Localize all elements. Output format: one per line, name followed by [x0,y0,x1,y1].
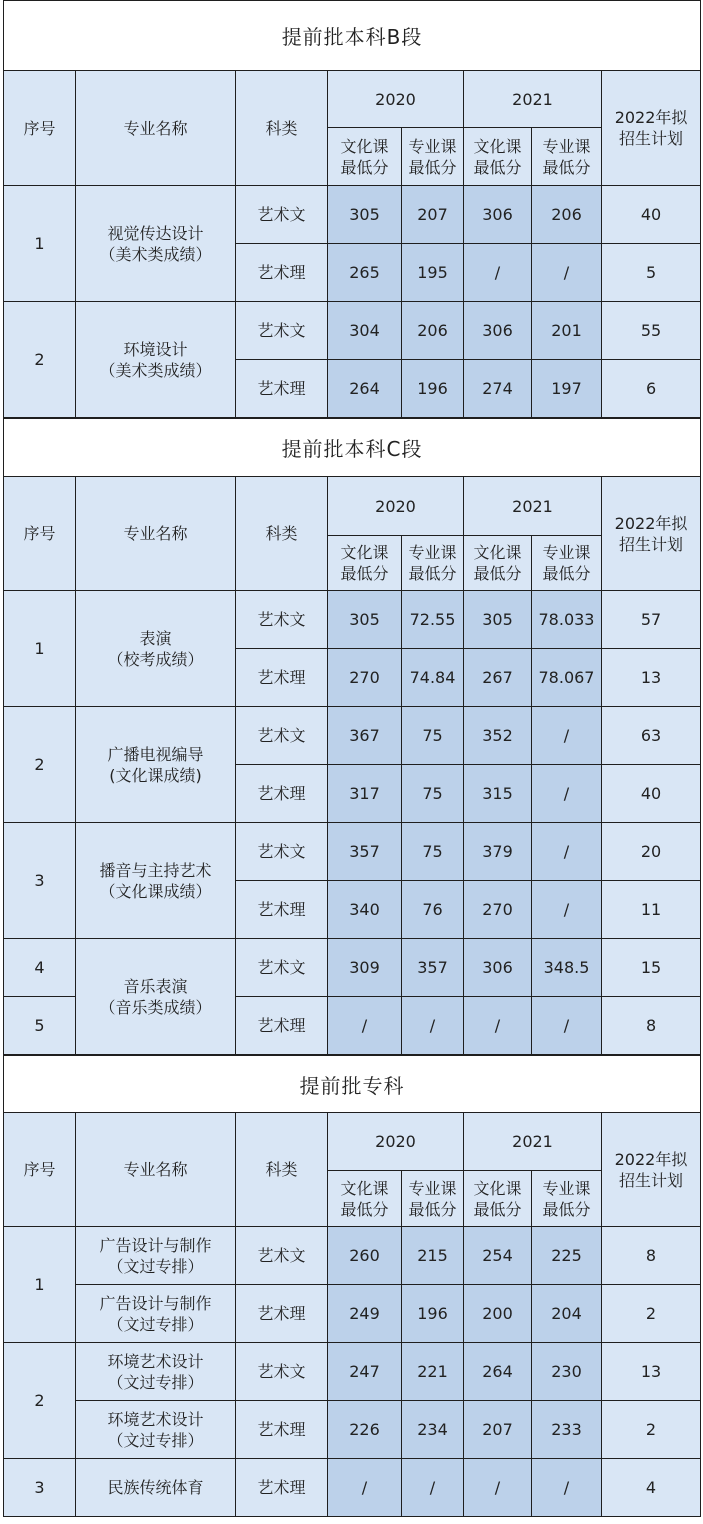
header-specialty-line: 专业课 [542,136,591,156]
row-major [76,1401,236,1459]
row-plan-2022: 55 [602,302,701,360]
row-specialty-2021: / [532,707,602,765]
row-plan-2022: 20 [602,823,701,881]
row-major-line: 广告设计与制作 [99,1235,212,1255]
row-specialty-2020: / [402,997,464,1055]
header-plan-line: 2022年拟 [614,108,688,127]
row-major [76,707,236,823]
table-row [4,939,701,997]
header-culture-min-2021 [464,536,532,591]
row-culture-2021: 379 [464,823,532,881]
header-specialty-line: 最低分 [542,564,591,583]
header-culture-min-2020 [328,128,402,186]
row-specialty-2020: 234 [402,1401,464,1459]
header-specialty-min-2020 [402,536,464,591]
row-culture-2021: 254 [464,1227,532,1285]
row-category: 艺术文 [236,302,328,360]
row-major-line: 播音与主持艺术 [99,860,212,880]
row-seq: 3 [4,823,76,939]
row-specialty-2020: 196 [402,1285,464,1343]
header-specialty-line: 专业课 [542,1178,591,1198]
row-major [76,186,236,302]
row-category: 艺术文 [236,186,328,244]
row-category: 艺术理 [236,765,328,823]
row-plan-2022: 2 [602,1285,701,1343]
header-category: 科类 [236,1113,328,1227]
row-culture-2021: 200 [464,1285,532,1343]
score-table [3,0,701,418]
row-culture-2021: 270 [464,881,532,939]
row-culture-2020: 367 [328,707,402,765]
row-specialty-2020: 76 [402,881,464,939]
row-culture-2020: 357 [328,823,402,881]
header-specialty-line: 最低分 [408,564,457,583]
score-table [3,1055,701,1517]
header-major: 专业名称 [76,71,236,186]
row-major-line: 音乐表演 [123,976,188,996]
header-plan [602,71,701,186]
header-culture-line: 文化课 [473,543,522,562]
row-specialty-2021: 233 [532,1401,602,1459]
row-major [76,939,236,1055]
row-major-line: 环境设计 [123,339,188,359]
header-plan [602,1113,701,1227]
header-culture-line: 最低分 [473,564,522,583]
header-culture-line: 文化课 [340,1178,389,1198]
row-culture-2021: 306 [464,302,532,360]
row-culture-2020: 305 [328,591,402,649]
table-row [4,1459,701,1517]
header-specialty-line: 最低分 [408,1199,457,1219]
header-culture-min-2021 [464,1171,532,1227]
row-specialty-2021: / [532,765,602,823]
header-seq: 序号 [4,71,76,186]
row-specialty-2020: / [402,1459,464,1517]
row-culture-2021: 207 [464,1401,532,1459]
table-row [4,186,701,244]
header-specialty-line: 最低分 [408,157,457,177]
header-specialty-min-2021 [532,128,602,186]
row-culture-2021: 306 [464,186,532,244]
header-year-2020: 2020 [328,1113,464,1171]
row-plan-2022: 11 [602,881,701,939]
row-major-line: （文过专排） [107,1430,204,1450]
header-year-2021: 2021 [464,477,602,536]
row-category: 艺术文 [236,591,328,649]
row-specialty-2021: 206 [532,186,602,244]
row-category: 艺术理 [236,997,328,1055]
row-culture-2020: 249 [328,1285,402,1343]
row-major-line: （文过专排） [107,1256,204,1276]
row-plan-2022: 13 [602,649,701,707]
row-specialty-2020: 221 [402,1343,464,1401]
row-culture-2020: 309 [328,939,402,997]
row-specialty-2020: 75 [402,765,464,823]
admission-scores-page [3,0,700,1517]
row-specialty-2021: / [532,881,602,939]
header-year-2020: 2020 [328,477,464,536]
row-seq: 2 [4,707,76,823]
row-seq: 5 [4,997,76,1055]
row-specialty-2020: 206 [402,302,464,360]
row-plan-2022: 13 [602,1343,701,1401]
row-specialty-2020: 75 [402,823,464,881]
section-title: 提前批本科B段 [4,1,701,71]
row-major-line: 广播电视编导 [107,744,204,764]
row-category: 艺术理 [236,881,328,939]
row-seq: 2 [4,302,76,418]
row-category: 艺术理 [236,244,328,302]
row-culture-2021: / [464,1459,532,1517]
row-culture-2020: 247 [328,1343,402,1401]
header-culture-line: 最低分 [473,1199,522,1219]
row-culture-2020: 304 [328,302,402,360]
row-culture-2021: / [464,997,532,1055]
header-culture-line: 最低分 [340,1199,389,1219]
row-culture-2021: 305 [464,591,532,649]
table-row [4,1343,701,1401]
header-culture-min-2020 [328,536,402,591]
row-seq: 2 [4,1343,76,1459]
row-specialty-2020: 207 [402,186,464,244]
row-major [76,1459,236,1517]
row-seq: 3 [4,1459,76,1517]
header-specialty-line: 专业课 [408,1178,457,1198]
row-specialty-2020: 357 [402,939,464,997]
row-category: 艺术理 [236,360,328,418]
header-year-2021: 2021 [464,71,602,128]
row-specialty-2021: / [532,244,602,302]
header-plan-line: 招生计划 [618,1170,683,1190]
row-category: 艺术文 [236,1227,328,1285]
row-culture-2020: 270 [328,649,402,707]
row-major [76,591,236,707]
header-specialty-min-2021 [532,1171,602,1227]
row-culture-2021: 274 [464,360,532,418]
row-specialty-2020: 75 [402,707,464,765]
header-culture-line: 最低分 [340,564,389,583]
header-culture-line: 最低分 [340,157,389,177]
row-seq: 1 [4,591,76,707]
row-major-line: 民族传统体育 [107,1478,204,1497]
row-specialty-2021: 204 [532,1285,602,1343]
row-culture-2021: 352 [464,707,532,765]
row-specialty-2020: 196 [402,360,464,418]
row-major [76,1285,236,1343]
row-seq: 1 [4,1227,76,1343]
header-culture-line: 文化课 [340,543,389,562]
header-category: 科类 [236,71,328,186]
section-title: 提前批本科C段 [4,419,701,477]
row-category: 艺术文 [236,939,328,997]
row-major-line: （美术类成绩） [99,244,212,264]
header-specialty-min-2020 [402,1171,464,1227]
header-specialty-line: 最低分 [542,157,591,177]
row-specialty-2021: 201 [532,302,602,360]
row-specialty-2020: 215 [402,1227,464,1285]
header-specialty-line: 专业课 [408,136,457,156]
header-category: 科类 [236,477,328,591]
header-culture-line: 文化课 [473,1178,522,1198]
row-plan-2022: 6 [602,360,701,418]
header-culture-line: 最低分 [473,157,522,177]
row-culture-2020: 317 [328,765,402,823]
table-row [4,1285,701,1343]
row-culture-2021: 267 [464,649,532,707]
row-category: 艺术文 [236,707,328,765]
row-major-line: （文化课成绩） [99,881,212,901]
header-specialty-line: 专业课 [408,543,457,562]
row-culture-2021: 264 [464,1343,532,1401]
row-major-line: 广告设计与制作 [99,1293,212,1313]
row-major-line: （文过专排） [107,1314,204,1334]
row-major-line: 环境艺术设计 [107,1351,204,1371]
row-major-line: 环境艺术设计 [107,1409,204,1429]
row-specialty-2021: 78.067 [532,649,602,707]
table-row [4,302,701,360]
header-major: 专业名称 [76,1113,236,1227]
row-major-line: （文过专排） [107,1372,204,1392]
row-plan-2022: 4 [602,1459,701,1517]
table-row [4,1401,701,1459]
row-plan-2022: 57 [602,591,701,649]
row-major-line: （校考成绩） [107,649,204,669]
row-culture-2020: 305 [328,186,402,244]
header-plan-line: 招生计划 [619,534,684,554]
row-major [76,302,236,418]
table-row [4,1227,701,1285]
header-culture-line: 文化课 [340,136,389,156]
header-seq: 序号 [4,477,76,591]
row-specialty-2021: / [532,1459,602,1517]
row-major-line: 表演 [139,628,172,648]
row-plan-2022: 5 [602,244,701,302]
header-major: 专业名称 [76,477,236,591]
section-title: 提前批专科 [4,1056,701,1113]
row-specialty-2021: 230 [532,1343,602,1401]
row-culture-2021: 306 [464,939,532,997]
row-plan-2022: 40 [602,186,701,244]
row-category: 艺术理 [236,1459,328,1517]
row-specialty-2021: 348.5 [532,939,602,997]
row-culture-2020: / [328,997,402,1055]
header-plan-line: 招生计划 [619,129,684,148]
row-major [76,1227,236,1285]
row-major-line: 视觉传达设计 [107,223,204,243]
row-culture-2020: 340 [328,881,402,939]
row-specialty-2021: 197 [532,360,602,418]
row-seq: 1 [4,186,76,302]
score-table [3,418,701,1055]
table-row [4,591,701,649]
header-plan-line: 2022年拟 [614,513,688,533]
row-specialty-2021: 225 [532,1227,602,1285]
header-specialty-min-2020 [402,128,464,186]
row-culture-2020: 226 [328,1401,402,1459]
row-category: 艺术理 [236,1401,328,1459]
row-category: 艺术文 [236,823,328,881]
row-plan-2022: 15 [602,939,701,997]
row-specialty-2021: / [532,823,602,881]
row-major [76,1343,236,1401]
header-specialty-min-2021 [532,536,602,591]
header-seq: 序号 [4,1113,76,1227]
row-specialty-2021: / [532,997,602,1055]
row-specialty-2021: 78.033 [532,591,602,649]
row-plan-2022: 40 [602,765,701,823]
row-major-line: （音乐类成绩） [99,997,212,1017]
header-culture-min-2020 [328,1171,402,1227]
header-specialty-line: 专业课 [542,543,591,562]
row-major-line: （美术类成绩） [99,360,212,380]
row-plan-2022: 2 [602,1401,701,1459]
table-row [4,707,701,765]
row-culture-2020: 264 [328,360,402,418]
header-year-2021: 2021 [464,1113,602,1171]
header-culture-line: 文化课 [473,136,522,156]
row-category: 艺术理 [236,1285,328,1343]
header-plan-line: 2022年拟 [614,1149,688,1169]
row-plan-2022: 8 [602,997,701,1055]
row-seq: 4 [4,939,76,997]
header-year-2020: 2020 [328,71,464,128]
row-plan-2022: 63 [602,707,701,765]
row-culture-2020: 265 [328,244,402,302]
row-specialty-2020: 195 [402,244,464,302]
row-culture-2020: / [328,1459,402,1517]
table-row [4,823,701,881]
row-specialty-2020: 74.84 [402,649,464,707]
row-category: 艺术文 [236,1343,328,1401]
header-specialty-line: 最低分 [542,1199,591,1219]
row-culture-2020: 260 [328,1227,402,1285]
header-culture-min-2021 [464,128,532,186]
header-plan [602,477,701,591]
row-category: 艺术理 [236,649,328,707]
row-major [76,823,236,939]
row-plan-2022: 8 [602,1227,701,1285]
row-culture-2021: 315 [464,765,532,823]
row-specialty-2020: 72.55 [402,591,464,649]
row-major-line: (文化课成绩) [109,765,202,785]
row-culture-2021: / [464,244,532,302]
